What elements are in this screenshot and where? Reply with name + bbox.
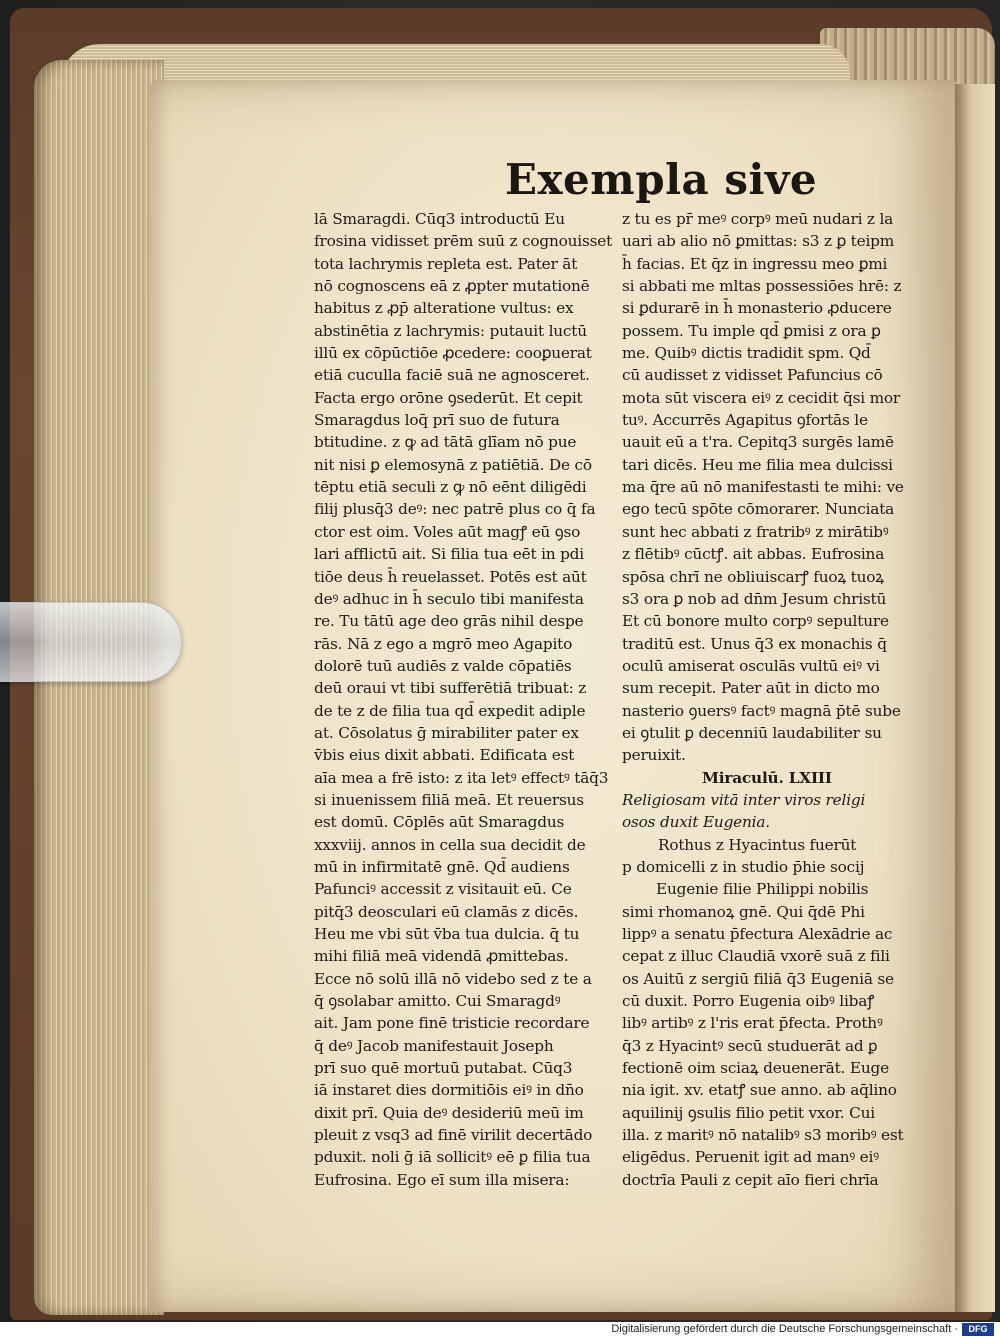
text-line: p domicelli z in studio p̄hie socij — [622, 857, 865, 876]
text-line: est domū. Cōplēs aūt Smaragdus — [314, 813, 565, 832]
text-line: q̄ ꝯsolabar amitto. Cui Smaragdꝰ — [314, 992, 561, 1011]
text-line: pleuit z vsq3 ad finē virilit decertādo — [314, 1126, 593, 1145]
text-line: tari dicēs. Heu me filia mea dulcissi — [622, 455, 893, 474]
text-line: nit nisi ꝑ elemosynā z patiētiā. De cō — [314, 455, 592, 474]
text-line: uauit eū a t'ra. Cepitq3 surgēs lamē — [622, 433, 894, 452]
text-line: q̄3 z Hyacintꝰ secū studuerāt ad ꝑ — [622, 1036, 878, 1055]
text-line: si inuenissem filiā meā. Et reuersus — [314, 790, 584, 809]
text-line: illa. z maritꝰ nō natalibꝰ s3 moribꝰ est — [622, 1126, 904, 1145]
text-line: sum recepit. Pater aūt in dicto mo — [622, 679, 880, 698]
text-line: iā instaret dies dormitiōis eiꝰ in dn̄o — [314, 1081, 584, 1100]
text-line: filij plusq̄3 deꝰ: nec patrē plus co q̄ fa — [314, 500, 596, 519]
text-line: z flētibꝰ cūctꝭ. ait abbas. Eufrosina — [622, 545, 885, 564]
text-line: ei ꝯtulit ꝑ decenniū laudabiliter su — [622, 723, 882, 742]
text-line: me. Quibꝰ dictis tradidit spm. Qd̄ — [622, 344, 871, 363]
facing-page-edge — [955, 84, 995, 1312]
text-line: lā Smaragdi. Cūq3 introductū Eu — [314, 210, 565, 228]
text-line: deū oraui vt tibi sufferētiā tribuat: z — [314, 679, 587, 698]
text-line: nia igit. xv. etatꝭ sue anno. ab aq̄lino — [622, 1081, 897, 1100]
text-line: Ecce nō solū illā nō videbo sed z te a — [314, 969, 592, 988]
text-line: oculū amiserat osculās vultū eiꝰ vi — [622, 656, 880, 675]
text-line: uari ab alio nō ꝑmittas: s3 z ꝑ teipm — [622, 232, 895, 251]
glass-page-weight — [0, 602, 182, 682]
text-line: osos duxit Eugenia. — [622, 813, 770, 832]
text-line: abstinētia z lachrymis: putauit luctū — [314, 321, 587, 340]
text-line: frosina vidisset prēm suū z cognouisset — [314, 232, 613, 251]
text-line: dixit prī. Quia deꝰ desideriū meū im — [314, 1103, 584, 1122]
text-line: cū audisset z vidisset Pafuncius cō — [622, 366, 883, 385]
text-line: Religiosam vitā inter viros religi — [622, 790, 866, 809]
text-line: simi rhomanoꝝ gnē. Qui q̄dē Phi — [622, 902, 865, 921]
text-line: ma q̄re aū nō manifestasti te mihi: ve — [622, 478, 904, 497]
text-line: de te z de filia tua qd̄ expedit adiple — [314, 701, 586, 720]
text-line: Facta ergo orōne ꝯsederūt. Et cepit — [314, 388, 583, 407]
text-line: Pafunciꝰ accessit z visitauit eū. Ce — [314, 880, 572, 899]
text-line: cepat z illuc Claudiā vxorē suā z fili — [622, 947, 890, 966]
text-line: tiōe deus h̄ reuelasset. Potēs est aūt — [314, 567, 587, 586]
text-line: pitq̄3 deosculari eū clamās z dicēs. — [314, 902, 579, 921]
text-line: Rothus z Hyacintus fuerūt — [658, 835, 857, 854]
text-line: s3 ora ꝑ nob ad dn̄m Jesum christū — [622, 589, 887, 608]
dfg-logo-icon[interactable]: DFG — [962, 1323, 994, 1336]
text-line: si ꝑdurarē in h̄ monasterio ꝓducere — [622, 299, 892, 318]
text-line: fectionē oim sciaꝝ deuenerāt. Euge — [622, 1059, 889, 1078]
text-line: sunt hec abbati z fratribꝰ z mirātibꝰ — [622, 522, 889, 541]
text-line: lari afflictū ait. Si filia tua eēt in pdi — [314, 545, 584, 564]
text-line: ego tecū spōte cōmorarer. Nunciata — [622, 500, 895, 519]
text-line: ctor est oim. Voles aūt magꝭ eū ꝯso — [314, 522, 581, 541]
text-line: Eufrosina. Ego eī sum illa misera: — [314, 1170, 570, 1189]
footer-bar — [0, 1322, 1000, 1337]
text-line: dolorē tuū audiēs z valde cōpatiēs — [314, 656, 572, 675]
text-line: mota sūt viscera eiꝰ z cecidit q̄si mor — [622, 388, 901, 407]
text-line: tēptu etiā seculi z ꝙ nō eēnt diligēdi — [314, 478, 587, 497]
text-line: aquilinij ꝯsulis filio petit vxor. Cui — [622, 1103, 875, 1122]
text-line: etiā cuculla faciē suā ne agnosceret. — [314, 366, 590, 385]
text-line: prī suo quē mortuū putabat. Cūq3 — [314, 1059, 573, 1078]
text-line: aīa mea a frē isto: z ita letꝰ effectꝰ tāq̄3 — [314, 768, 609, 787]
text-column-right — [622, 208, 912, 1191]
text-line: rās. Nā z ego a mgrō meo Agapito — [314, 634, 573, 653]
text-line: Eugenie filie Philippi nobilis — [656, 880, 869, 899]
text-line: lippꝰ a senatu p̄fectura Alexādrie ac — [622, 925, 893, 943]
text-line: re. Tu tātū age deo grās nihil despe — [314, 612, 584, 631]
text-line: Heu me vbi sūt v̄ba tua dulcia. q̄ tu — [314, 925, 580, 943]
text-line: spōsa chrī ne obliuiscarꝭ fuoꝝ tuoꝝ — [622, 567, 884, 586]
text-line: mihi filiā meā videndā ꝓmittebas. — [314, 947, 569, 966]
text-line: illū ex cōpūctiōe ꝓcedere: cooꝑuerat — [314, 344, 592, 363]
text-line: deꝰ adhuc in h̄ seculo tibi manifesta — [314, 589, 584, 608]
text-line: nasterio ꝯuersꝰ factꝰ magnā p̄tē sube — [622, 701, 901, 720]
text-line: xxxviij. annos in cella sua decidit de — [314, 835, 586, 854]
text-line: tota lachrymis repleta est. Pater āt — [314, 254, 578, 273]
text-line: Et cū bonore multo corpꝰ sepulture — [622, 612, 889, 631]
text-line: z tu es pr̄ meꝰ corpꝰ meū nudari z la — [622, 210, 894, 228]
text-line: si abbati me mltas possessiōes hrē: z — [622, 277, 902, 296]
text-line: habitus z ꝓp̄ alteratione vultus: ex — [314, 299, 574, 318]
footer-credit: Digitalisierung gefördert durch die Deutsche Forschungsgemeinschaft · — [611, 1323, 958, 1335]
text-line: libꝰ artibꝰ z l'ris erat p̄fecta. Prothꝰ — [622, 1014, 883, 1033]
text-line: traditū est. Unus q̄3 ex monachis q̄ — [622, 634, 887, 653]
text-line: h̄ facias. Et q̄z in ingressu meo ꝑmi — [622, 254, 888, 273]
text-line: q̄ deꝰ Jacob manifestauit Joseph — [314, 1036, 554, 1055]
text-line: btitudine. z ꝙ ad tātā glīam nō pue — [314, 433, 577, 452]
text-line: at. Cōsolatus ḡ mirabiliter pater ex — [314, 723, 579, 742]
text-column-left — [314, 208, 614, 1191]
text-line: cū duxit. Porro Eugenia oibꝰ libaꝭ — [622, 992, 875, 1011]
text-line: ait. Jam pone finē tristicie recordare — [314, 1014, 590, 1033]
page-edges-left — [34, 60, 164, 1315]
text-line: peruixit. — [622, 746, 686, 765]
text-line: doctrīa Pauli z cepit aīo fieri chrīa — [622, 1170, 879, 1189]
text-line: possem. Tu imple qd̄ ꝑmisi z ora ꝑ — [622, 321, 881, 340]
text-line: mū in infirmitatē gnē. Qd̄ audiens — [314, 857, 570, 876]
text-line: nō cognoscens eā z ꝓpter mutationē — [314, 277, 590, 296]
page-edges-top — [60, 44, 850, 84]
text-line: eligēdus. Peruenit igit ad manꝰ eiꝰ — [622, 1148, 879, 1167]
text-line: pduxit. noli ḡ iā sollicitꝰ eē ꝑ filia tua — [314, 1148, 591, 1167]
text-line: tuꝰ. Accurrēs Agapitus ꝯfortās le — [622, 411, 868, 430]
text-line: os Auitū z sergiū filiā q̄3 Eugeniā se — [622, 969, 894, 988]
running-title: Exempla sive — [505, 155, 818, 204]
text-line: Smaragdus loq̄ prī suo de futura — [314, 411, 560, 430]
text-line: v̄bis eius dixit abbati. Edificata est — [314, 746, 575, 765]
text-line: Miraculū. LXIII — [702, 768, 832, 787]
